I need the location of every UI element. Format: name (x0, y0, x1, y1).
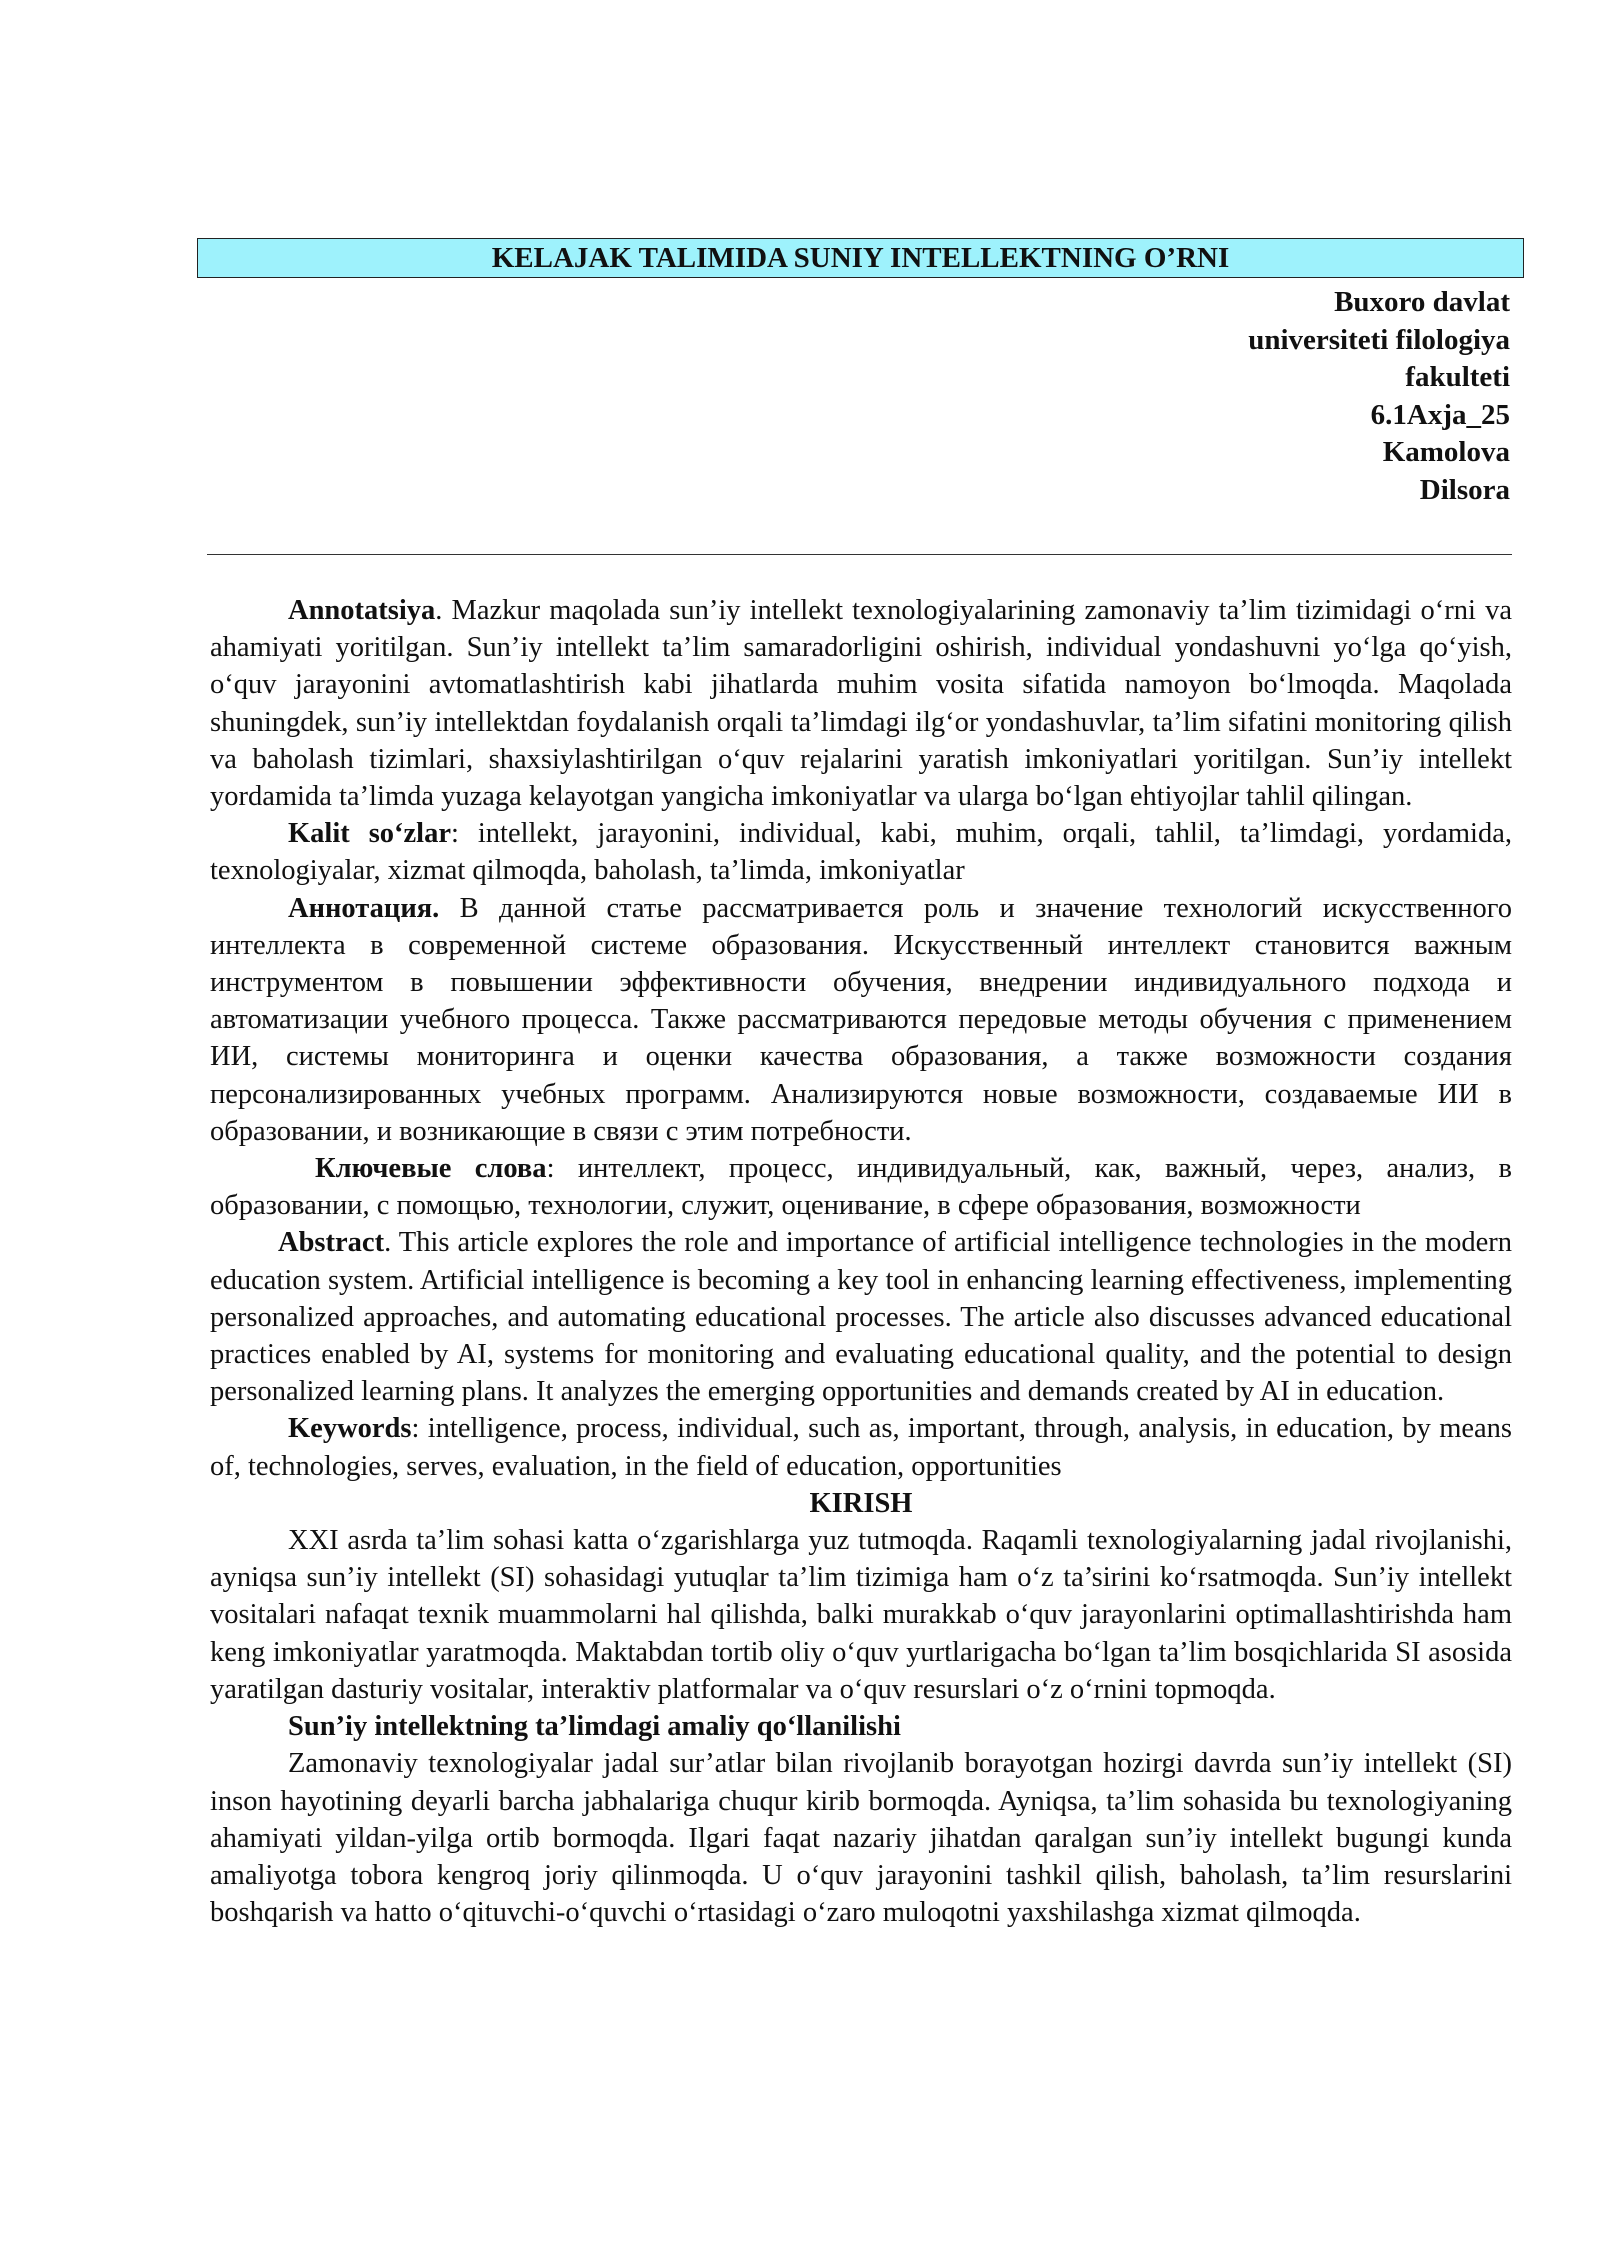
section-heading-kirish: KIRISH (809, 1487, 913, 1519)
keywords-ru-text: : интеллект, процесс, индивидуальный, как, важный, через, анализ, в образовании, с помощью, технологии, служит, оценивание, в сфере образования, возможности (210, 1153, 1512, 1222)
annotation-uz-text: . Mazkur maqolada sun’iy intellekt texnologiyalarining zamonaviy ta’lim tizimidagi o‘rni va ahamiyati yoritilgan. Sun’iy intellekt ta’lim samaradorligini oshirish, individual yondashuvni yo‘lga qo‘yish, o‘quv jarayonini avtomatlashtirish kabi jihatlarda muhim vosita sifatida namoyon bo‘lmoqda. Maqolada shuningdek, sun’iy intellektdan foydalanish orqali ta’limdagi ilg‘or yondashuvlar, ta’lim sifatini monitoring qilish va baholash tizimlari, shaxsiylashtirilgan o‘quv rejalarini yaratish imkoniyatlari yoritilgan. Sun’iy intellekt yordamida ta’limda yuzaga kelayotgan yangicha imkoniyatlar va ularga bo‘lgan ehtiyojlar tahlil qilingan. (210, 595, 1512, 813)
keywords-uz-text: : intellekt, jarayonini, individual, kabi, muhim, orqali, tahlil, ta’limdagi, yordamida, texnologiyalar, xizmat qilmoqda, baholash, ta’limda, imkoniyatlar (210, 818, 1512, 887)
article-body (210, 592, 1512, 1931)
annotation-ru-text: В данной статье рассматривается роль и значение технологий искусственного интеллекта в современной системе образования. Искусственный интеллект становится важным инструментом в повышении эффективности обучения, внедрении индивидуального подхода и автоматизации учебного процесса. Также рассматриваются передовые методы обучения с применением ИИ, системы мониторинга и оценки качества образования, а также возможности создания персонализированных учебных программ. Анализируются новые возможности, создаваемые ИИ в образовании, и возникающие в связи с этим потребности. (210, 892, 1512, 1147)
abstract-en (210, 1224, 1512, 1410)
section-heading-applied: Sun’iy intellektning ta’limdagi amaliy qo‘llanilishi (288, 1711, 901, 1743)
article-title: KELAJAK TALIMIDA SUNIY INTELLEKTNING O’RNI (197, 238, 1524, 278)
abstract-en-label: Abstract (278, 1227, 385, 1259)
keywords-en-text: : intelligence, process, individual, such as, important, through, analysis, in education, by means of, technologies, serves, evaluation, in the field of education, opportunities (210, 1413, 1512, 1482)
annotation-ru-label: Аннотация. (288, 892, 440, 924)
divider (207, 554, 1512, 555)
keywords-ru-label: Ключевые слова (315, 1153, 547, 1185)
author-line: Buxoro davlat (1334, 286, 1510, 318)
keywords-uz (210, 815, 1512, 889)
author-line: universiteti filologiya (1248, 323, 1510, 356)
annotation-uz (210, 592, 1512, 815)
author-line: Kamolova (1382, 436, 1510, 468)
section-paragraph-applied: Zamonaviy texnologiyalar jadal sur’atlar bilan rivojlanib borayotgan hozirgi davrda sun’iy intellekt (SI) inson hayotining deyarli barcha jabhalariga chuqur kirib bormoqda. Ayniqsa, ta’lim sohasida bu texnologiyaning ahamiyati yildan-yilga ortib bormoqda. Ilgari faqat nazariy jihatdan qaralgan sun’iy intellekt bugungi kunda amaliyotga tobora kengroq joriy qilinmoqda. U o‘quv jarayonini tashkil qilish, baholash, ta’lim resurslarini boshqarish va hatto o‘qituvchi-o‘quvchi o‘rtasidagi o‘zaro muloqotni yaxshilashga xizmat qilmoqda. (210, 1748, 1512, 1929)
author-block (1130, 284, 1510, 509)
annotation-ru (210, 890, 1512, 1150)
author-line: 6.1Axja_25 (1370, 398, 1510, 431)
keywords-en-label: Keywords (288, 1413, 412, 1445)
author-line: fakulteti (1405, 361, 1510, 393)
keywords-ru (210, 1150, 1512, 1224)
author-line: Dilsora (1419, 473, 1510, 506)
keywords-uz-label: Kalit so‘zlar (288, 818, 451, 850)
keywords-en (210, 1410, 1512, 1484)
section-paragraph-kirish: XXI asrda ta’lim sohasi katta o‘zgarishlarga yuz tutmoqda. Raqamli texnologiyalarning jadal rivojlanishi, ayniqsa sun’iy intellekt (SI) sohasidagi yutuqlar ta’lim tizimiga ham o‘z ta’sirini ko‘rsatmoqda. Sun’iy intellekt vositalari nafaqat texnik muammolarni hal qilishda, balki murakkab o‘quv jarayonlarini optimallashtirishda ham keng imkoniyatlar yaratmoqda. Maktabdan tortib oliy o‘quv yurtlarigacha bo‘lgan ta’lim bosqichlarida SI asosida yaratilgan dasturiy vositalar, interaktiv platformalar va o‘quv resurslari o‘z o‘rnini topmoqda. (210, 1525, 1512, 1705)
annotation-uz-label: Annotatsiya (288, 595, 436, 626)
abstract-en-text: . This article explores the role and importance of artificial intelligence technologies in the modern education system. Artificial intelligence is becoming a key tool in enhancing learning effectiveness, implementing personalized approaches, and automating educational processes. The article also discusses advanced educational practices enabled by AI, systems for monitoring and evaluating educational quality, and the potential to design personalized learning plans. It analyzes the emerging opportunities and demands created by AI in education. (210, 1227, 1512, 1408)
